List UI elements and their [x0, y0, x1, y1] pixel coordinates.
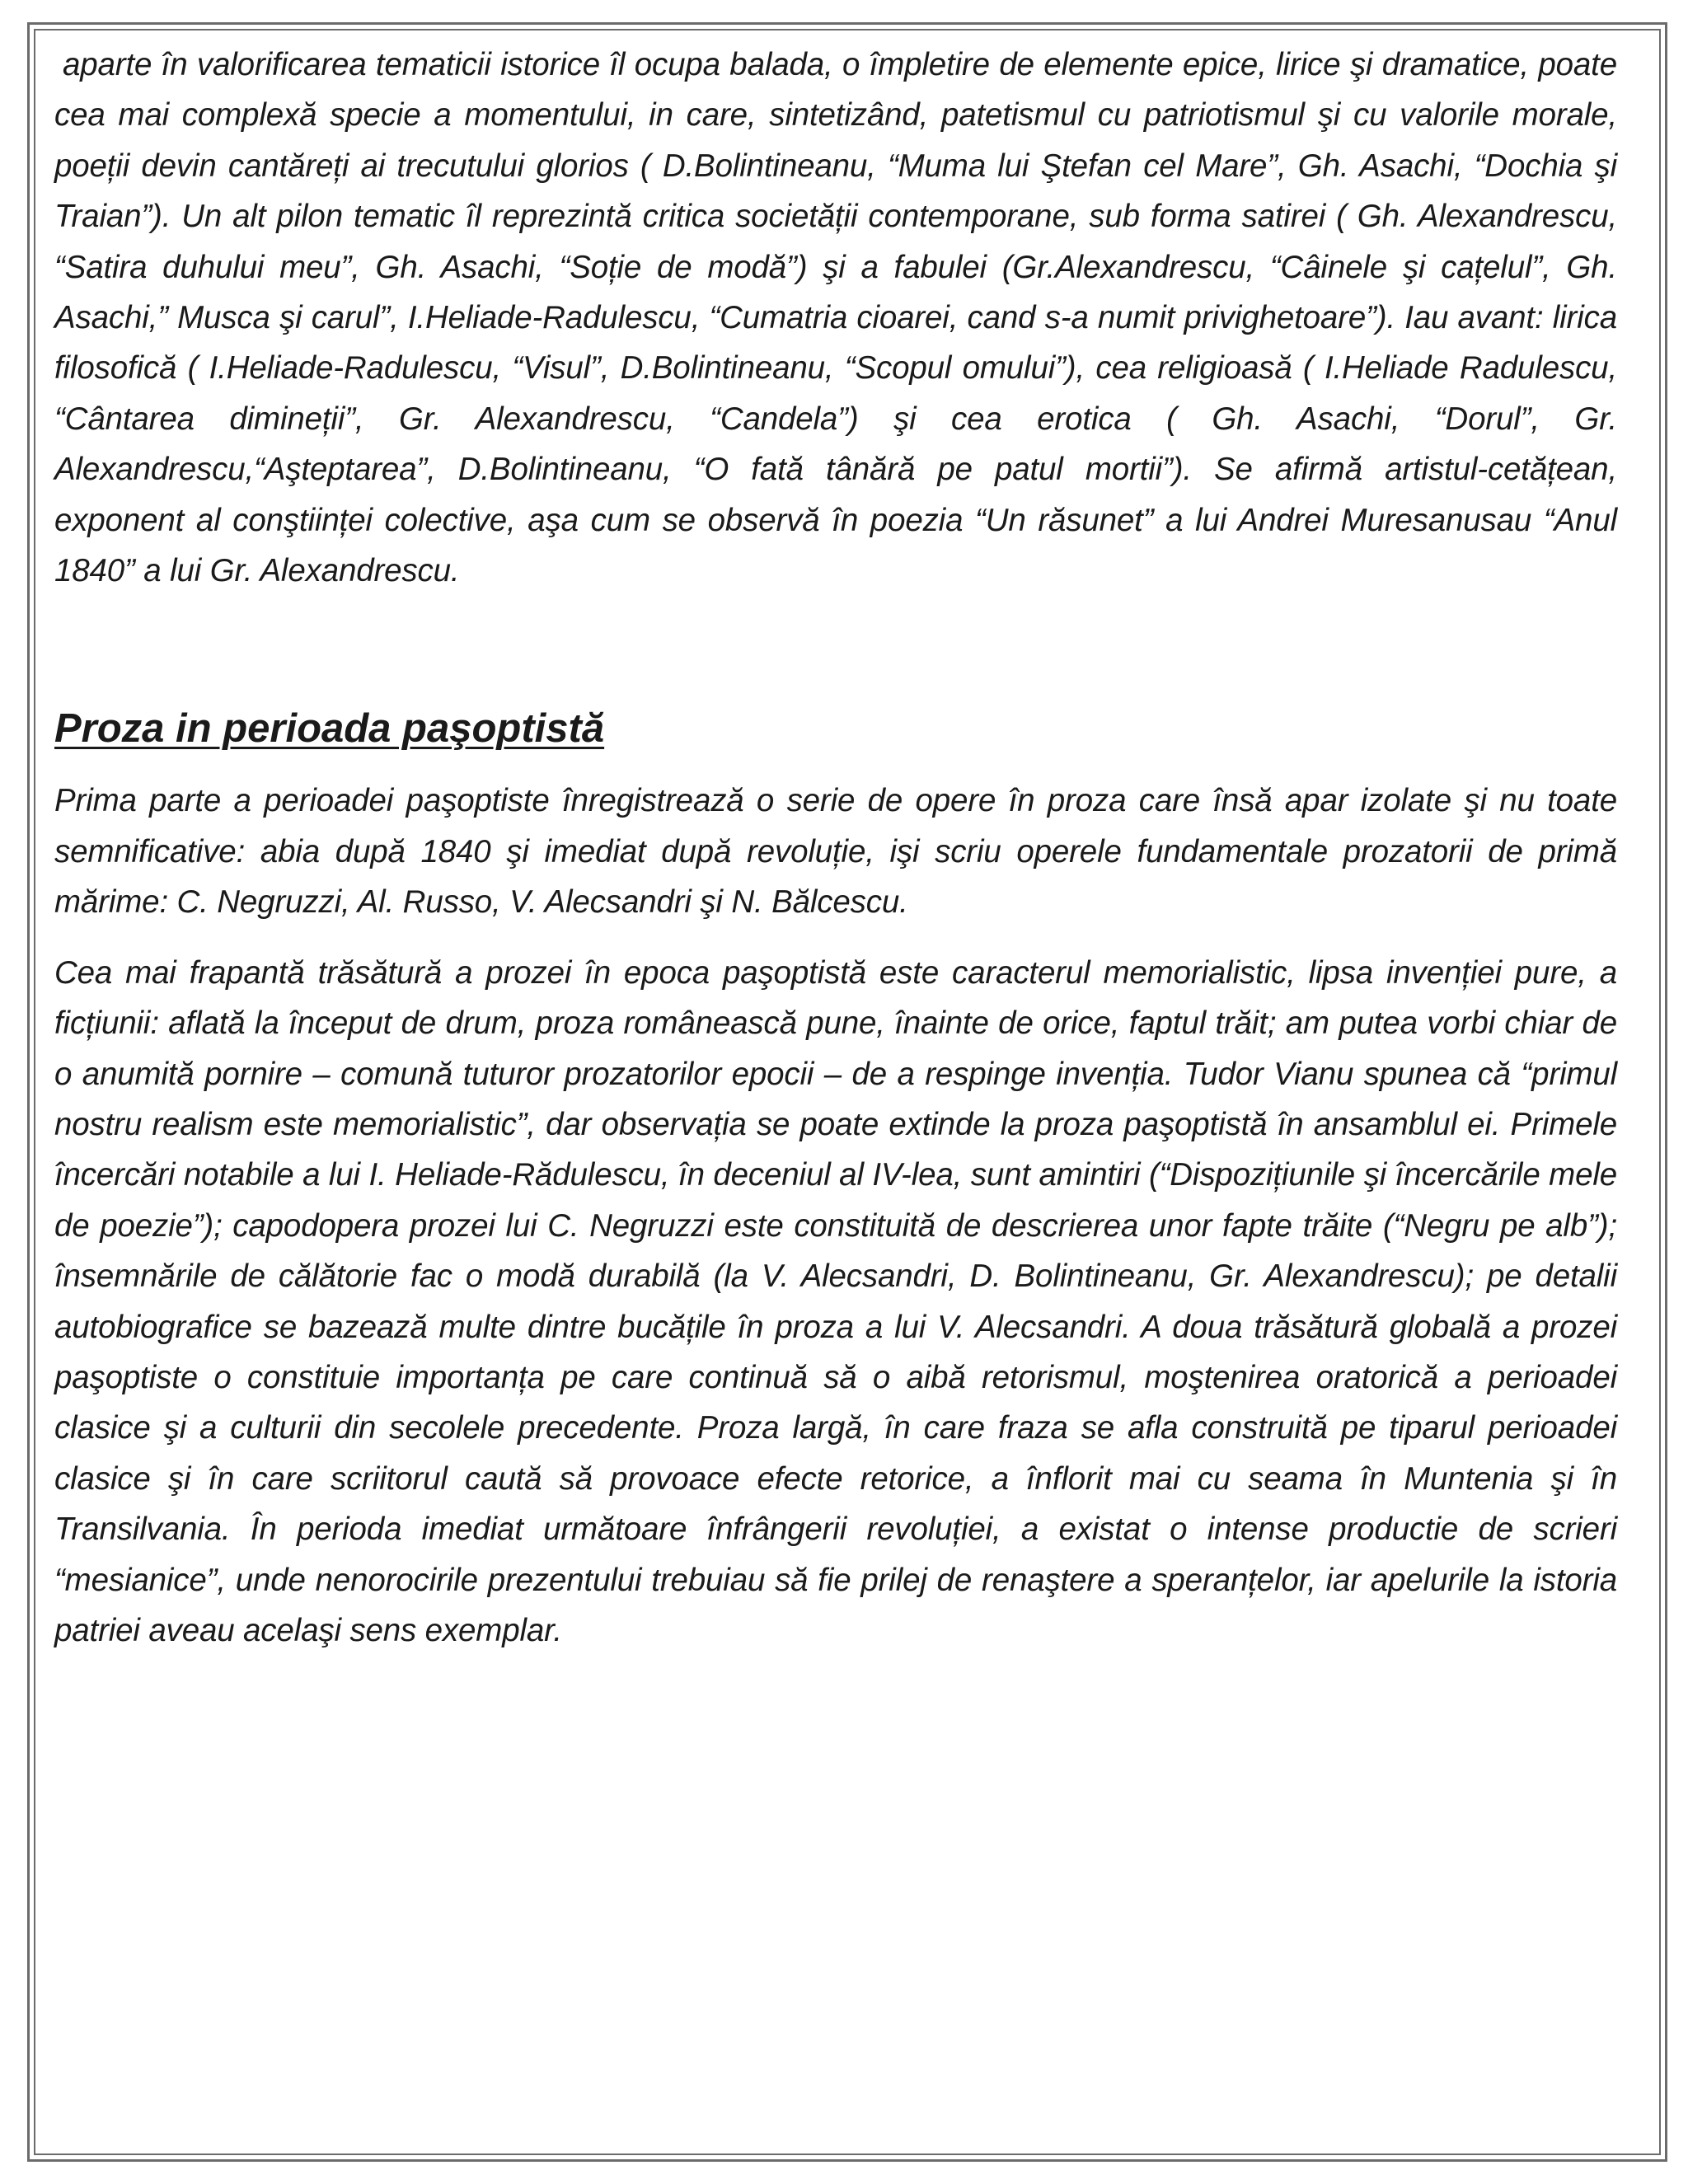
paragraph-prose-features: Cea mai frapantă trăsătură a prozei în epoca paşoptistă este caracterul memorialistic, lipsa invenției pure, a ficțiunii: aflată la început de drum, proza românească pune, înainte de orice, faptul trăit; am putea vorbi chiar de o anumită pornire – comună tuturor prozatorilor epocii – de a respinge invenția. Tudor Vianu spunea că “primul nostru realism este memorialistic”, dar observația se poate extinde la proza paşoptistă în ansamblul ei. Primele încercări notabile a lui I. Heliade-Rădulescu, în deceniul al IV-lea, sunt amintiri (“Dispozițiunile şi încercările mele de poezie”); capodopera prozei lui C. Negruzzi este constituită de descrierea unor fapte trăite (“Negru pe alb”); însemnările de călătorie fac o modă durabilă (la V. Alecsandri, D. Bolintineanu, Gr. Alexandrescu); pe detalii autobiografice se bazează multe dintre bucățile în proza a lui V. Alecsandri. A doua trăsătură globală a prozei paşoptiste o constituie importanța pe care continuă să o aibă retorismul, moştenirea oratorică a perioadei clasice şi a culturii din secolele precedente. Proza largă, în care fraza se afla construită pe tiparul perioadei clasice şi în care scriitorul caută să provoace efecte retorice, a înflorit mai cu seama în Muntenia şi în Transilvania. În perioda imediat următoare înfrângerii revoluției, a existat o intense productie de scrieri “mesianice”, unde nenorocirile prezentului trebuiau să fie prilej de renaştere a speranțelor, iar apelurile la istoria patriei aveau acelaşi sens exemplar. [54, 954, 1617, 1648]
paragraph-prose-intro: Prima parte a perioadei paşoptiste înregistrează o serie de opere în proza care însă apar izolate şi nu toate semnificative: abia după 1840 şi imediat după revoluție, işi scriu operele fundamentale prozatorii de primă mărime: C. Negruzzi, Al. Russo, V. Alecsandri şi N. Bălcescu. [54, 783, 1617, 921]
document-body [54, 40, 1617, 1656]
section-heading: Proza in perioada paşoptistă [54, 706, 605, 752]
paragraph-intro: aparte în valorificarea tematicii istorice îl ocupa balada, o împletire de elemente epice, lirice şi dramatice, poate cea mai complexă specie a momentului, in care, sintetizând, patetismul cu patriotismul şi cu valorile morale, poeții devin cantăreți ai trecutului glorios ( D.Bolintineanu, “Muma lui Ştefan cel Mare”, Gh. Asachi, “Dochia şi Traian”). Un alt pilon tematic îl reprezintă critica societății contemporane, sub forma satirei ( Gh. Alexandrescu, “Satira duhului meu”, Gh. Asachi, “Soție de modă”) şi a fabulei (Gr.Alexandrescu, “Câinele şi cațelul”, Gh. Asachi,” Musca şi carul”, I.Heliade-Radulescu, “Cumatria cioarei, cand s-a numit privighetoare”). Iau avant: lirica filosofică ( I.Heliade-Radulescu, “Visul”, D.Bolintineanu, “Scopul omului”), cea religioasă ( I.Heliade Radulescu, “Cântarea dimineții”, Gr. Alexandrescu, “Candela”) şi cea erotica ( Gh. Asachi, “Dorul”, Gr. Alexandrescu,“Aşteptarea”, D.Bolintineanu, “O fată tânără pe patul mortii”). Se afirmă artistul-cetățean, exponent al conştiinței colective, aşa cum se observă în poezia “Un răsunet” a lui Andrei Muresanusau “Anul 1840” a lui Gr. Alexandrescu. [54, 47, 1617, 589]
